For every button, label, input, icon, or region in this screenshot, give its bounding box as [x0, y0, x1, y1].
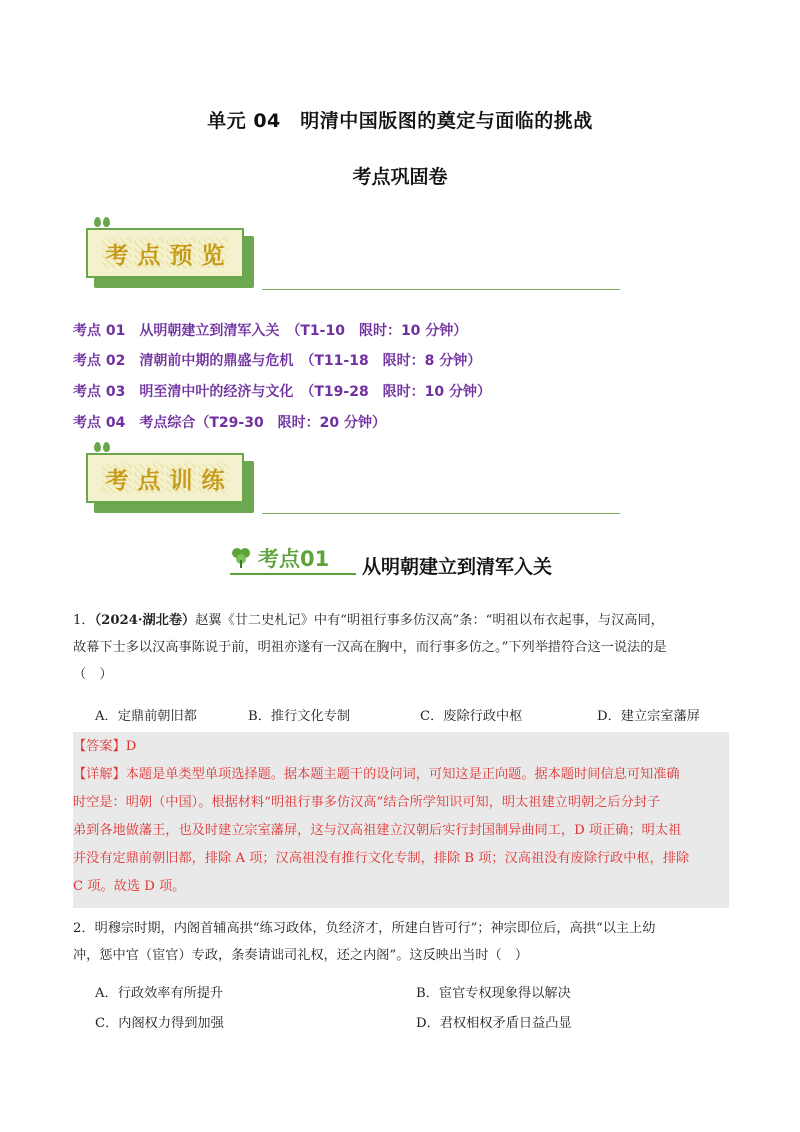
- section-char: 练: [198, 463, 228, 493]
- toc-item-3: 考点 03 明至清中叶的经济与文化 （T19-28 限时：10 分钟）: [73, 384, 492, 400]
- answer-value: D: [125, 739, 137, 754]
- question-stem-line: 冲，惩中官（宦官）专政，条奏请诎司礼权，还之内阁”。这反映出当时（ ）: [73, 948, 529, 963]
- q2-option-c: C．内阁权力得到加强: [95, 1016, 224, 1031]
- q1-option-d: D．建立宗室藩屏: [597, 709, 700, 724]
- section-char: 览: [198, 238, 228, 268]
- section-char: 预: [166, 238, 196, 268]
- question-stem-line: 赵翼《廿二史札记》中有“明祖行事多仿汉高”条：“明祖以布衣起事，与汉高同，: [195, 613, 664, 628]
- detail-line: 本题是单类型单项选择题。据本题主题干的设问词，可知这是正向题。据本题时间信息可知准确: [125, 767, 680, 782]
- section-char: 考: [102, 463, 132, 493]
- section-char: 点: [134, 238, 164, 268]
- detail-line: 弟到各地做藩王，也及时建立宗室藩屏，这与汉高祖建立汉朝后实行封国制异曲同工，D 项正确；明太祖: [73, 823, 682, 838]
- question-number: 1．: [73, 613, 95, 628]
- question-source: （2024·湖北卷）: [94, 613, 196, 628]
- section-char: 训: [166, 463, 196, 493]
- question-1-text: [73, 607, 729, 688]
- q2-option-a: A．行政效率有所提升: [95, 986, 224, 1001]
- question-2-text: [73, 915, 729, 969]
- answer-label: 【答案】: [73, 739, 126, 754]
- toc-item-1: 考点 01 从明朝建立到清军入关 （T1-10 限时：10 分钟）: [73, 323, 468, 339]
- page-subtitle: 考点巩固卷: [352, 166, 448, 188]
- answer-line: [73, 733, 136, 761]
- q1-option-c: C．废除行政中枢: [420, 709, 523, 724]
- subsection-underline: [230, 573, 356, 575]
- section-char: 考: [102, 238, 132, 268]
- detail-line: C 项。故选 D 项。: [73, 879, 186, 894]
- section-divider: [262, 289, 620, 290]
- question-stem-line: 2．明穆宗时期，内阁首辅高拱“练习政体，负经济才，所建白皆可行”；神宗即位后，高拱“以主上幼: [73, 921, 656, 936]
- leaf-icon: [94, 217, 101, 227]
- leaf-icon: [103, 442, 110, 452]
- clover-icon: [230, 546, 252, 568]
- leaf-icon: [103, 217, 110, 227]
- section-header-training: [86, 453, 254, 513]
- toc-item-4: 考点 04 考点综合（T29-30 限时：20 分钟）: [73, 415, 387, 431]
- section-divider: [262, 513, 620, 514]
- subsection-label: 考点01: [258, 547, 330, 571]
- answer-detail: [73, 761, 733, 901]
- section-header-preview: [86, 228, 254, 288]
- q2-option-b: B．宦官专权现象得以解决: [416, 986, 571, 1001]
- detail-line: 时空是：明朝（中国）。根据材料“明祖行事多仿汉高”结合所学知识可知，明太祖建立明朝之后分封子: [73, 795, 661, 810]
- question-stem-line: 故幕下士多以汉高事陈说于前，明祖亦遂有一汉高在胸中，而行事多仿之。”下列举措符合这一说法的是: [73, 640, 667, 655]
- section-char: 点: [134, 463, 164, 493]
- subsection-title: 从明朝建立到清军入关: [362, 556, 553, 578]
- detail-line: 并没有定鼎前朝旧都，排除 A 项；汉高祖没有推行文化专制，排除 B 项；汉高祖没有废除行政中枢，排除: [73, 851, 690, 866]
- toc-item-2: 考点 02 清朝前中期的鼎盛与危机 （T11-18 限时：8 分钟）: [73, 353, 482, 369]
- detail-label: 【详解】: [73, 767, 126, 782]
- page-title: 单元 04 明清中国版图的奠定与面临的挑战: [207, 110, 593, 132]
- q1-option-b: B．推行文化专制: [248, 709, 351, 724]
- question-blank: （ ）: [73, 667, 113, 682]
- q1-option-a: A．定鼎前朝旧都: [95, 709, 197, 724]
- leaf-icon: [94, 442, 101, 452]
- q2-option-d: D．君权相权矛盾日益凸显: [416, 1016, 572, 1031]
